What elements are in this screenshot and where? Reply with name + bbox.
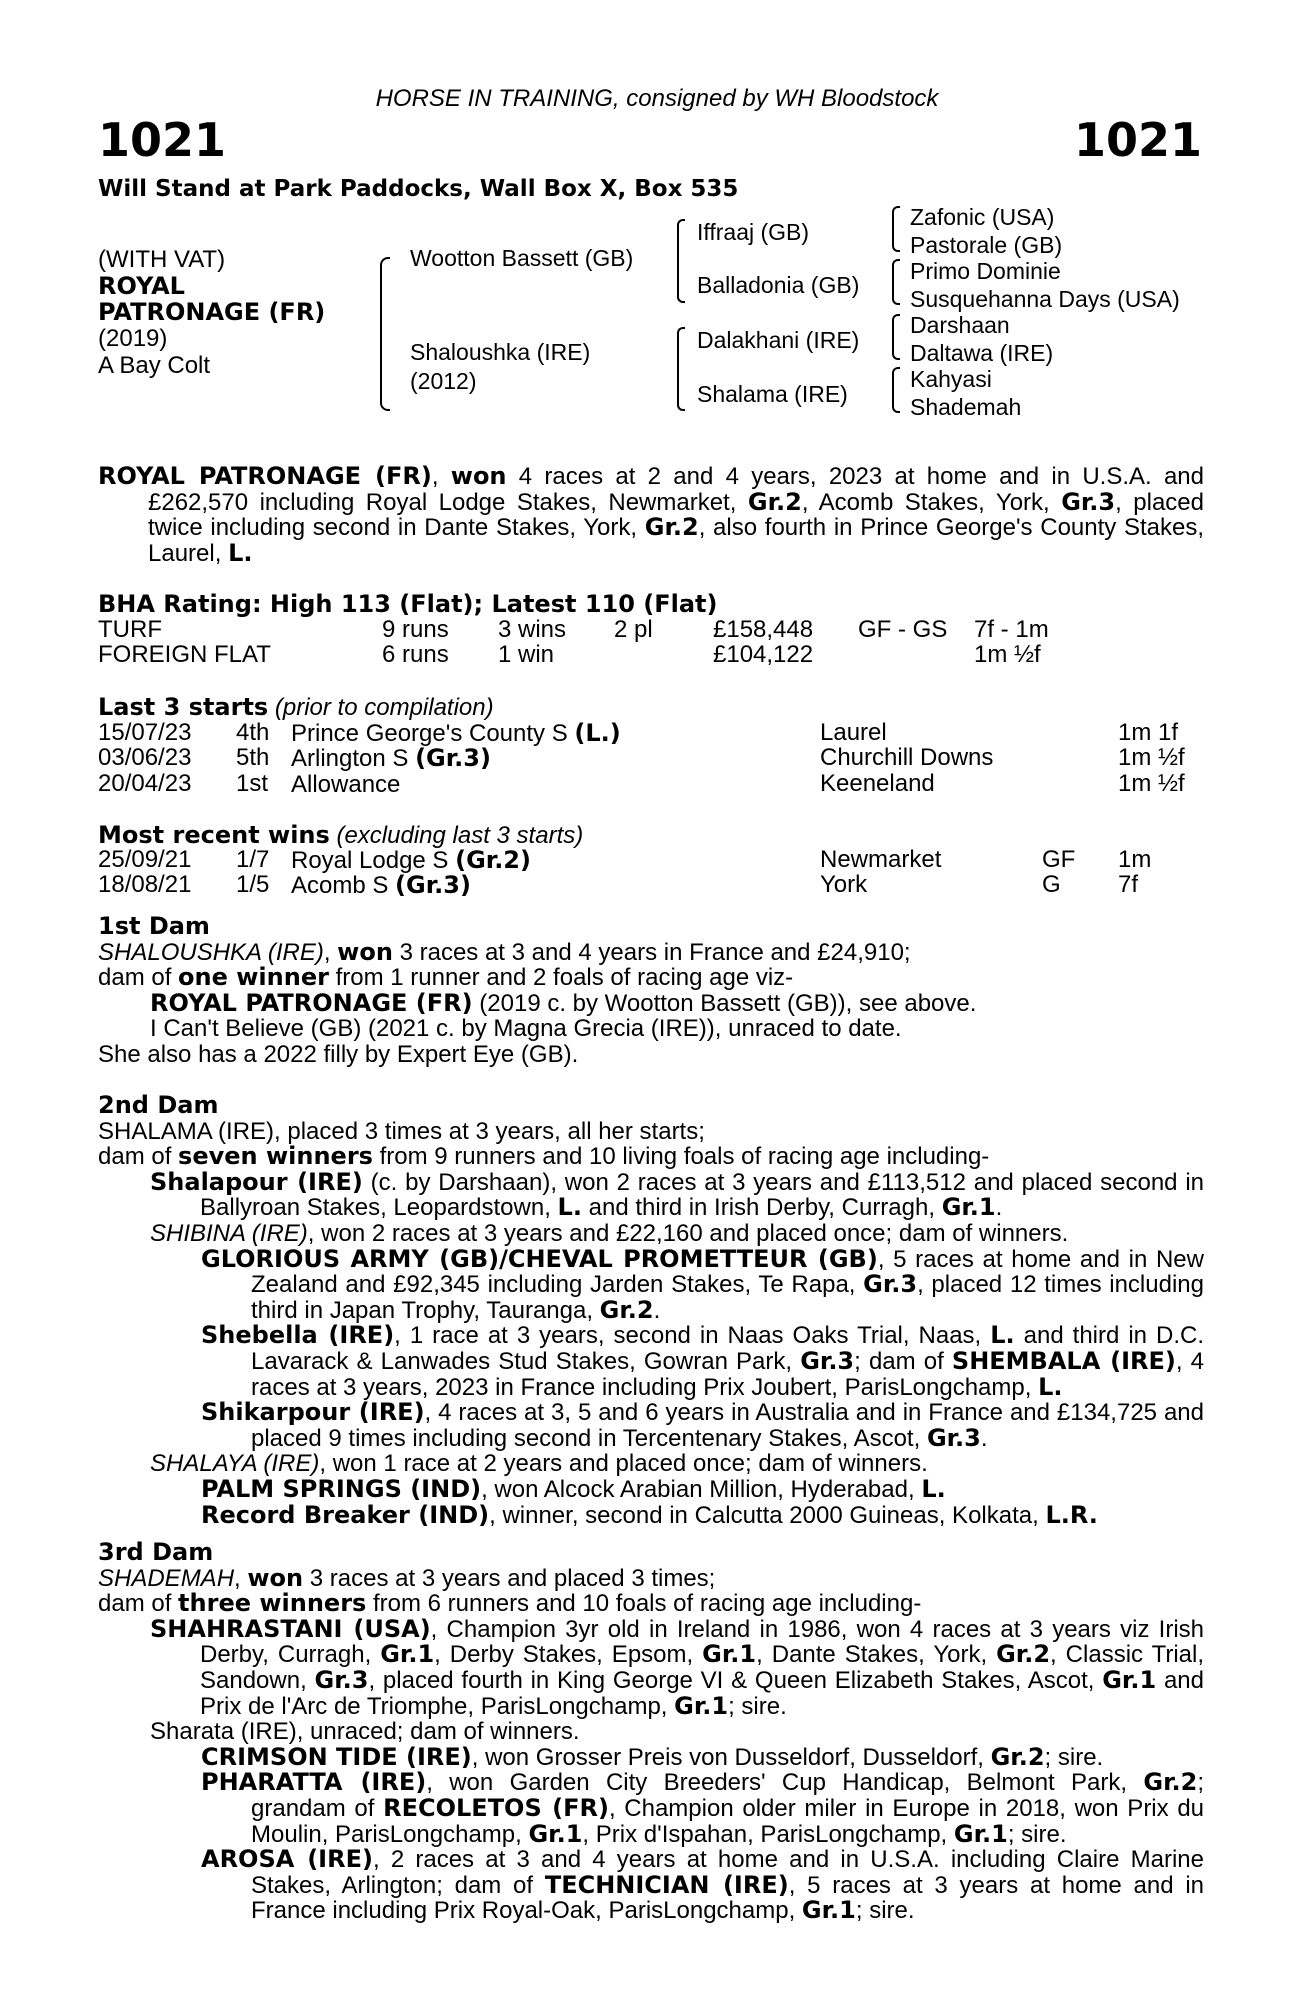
grandproduce-entry: PHARATTA (IRE), won Garden City Breeders' Cup Handicap, Belmont Park, Gr.2; grandam of RECOLETOS (FR), Champion older miler in Europe in 2018, won Prix du Moulin, ParisLongchamp, Gr.1, Prix d'Ispahan, ParisLongchamp, Gr.1; sire.: [201, 1768, 1205, 1848]
horse-sex: A Bay Colt: [98, 352, 211, 379]
vat-note: (WITH VAT): [98, 246, 226, 273]
recent-wins-heading: Most recent wins (excluding last 3 starts): [98, 821, 584, 849]
grade-tag: Gr.2: [747, 487, 802, 516]
start-date: 03/06/23: [98, 744, 192, 771]
pedigree-g8: Shademah: [910, 394, 1022, 420]
win-race: Royal Lodge S (Gr.2): [291, 846, 531, 874]
win-date: 25/09/21: [98, 846, 192, 873]
dam-line: SHALAMA (IRE), placed 3 times at 3 years, all her starts;: [98, 1117, 705, 1145]
lot-number-left: 1021: [98, 113, 227, 167]
pedigree-brace-g56: [892, 314, 900, 360]
pedigree-dam-year: (2012): [410, 368, 477, 394]
dam-line: SHADEMAH, won 3 races at 3 years and placed 3 times;: [98, 1563, 716, 1592]
produce-entry: SHIBINA (IRE), won 2 races at 3 years and £22,160 and placed once; dam of winners.: [150, 1219, 1069, 1247]
win-distance: 1m: [1118, 846, 1152, 873]
pedigree-brace-g12: [892, 206, 900, 252]
pedigree-g6: Daltawa (IRE): [910, 340, 1054, 366]
pedigree-brace-sire: [677, 219, 685, 303]
produce-entry: SHALAYA (IRE), won 1 race at 2 years and placed once; dam of winners.: [150, 1450, 928, 1478]
rating-prize: £104,122: [713, 641, 814, 668]
section-heading: 1st Dam: [98, 912, 210, 940]
grade-tag: Gr.2: [644, 513, 699, 542]
rating-distance: 7f - 1m: [974, 616, 1049, 643]
start-distance: 1m ½f: [1118, 770, 1185, 797]
rating-prize: £158,448: [713, 616, 814, 643]
rating-wins: 3 wins: [498, 616, 567, 643]
win-position: 1/7: [236, 846, 270, 873]
pedigree-g2: Pastorale (GB): [910, 232, 1063, 258]
rating-going: GF - GS: [858, 616, 948, 643]
start-race: Arlington S (Gr.3): [291, 744, 491, 772]
race-summary: ROYAL PATRONAGE (FR), won 4 races at 2 and 4 years, 2023 at home and in U.S.A. and £262,570 including Royal Lodge Stakes, Newmarket, Gr.2, Acomb Stakes, York, Gr.3, placed twice including second in Dante Stakes, York, Gr.2, also fourth in Prince George's County Stakes, Laurel, L.: [98, 462, 1205, 567]
pedigree-g1: Zafonic (USA): [910, 204, 1055, 230]
win-going: GF: [1042, 846, 1076, 873]
win-course: Newmarket: [820, 846, 942, 873]
win-position: 1/5: [236, 871, 270, 898]
summary-text: , placed twice including second in Dante Stakes, York,: [148, 488, 1204, 542]
pedigree-g4: Susquehanna Days (USA): [910, 286, 1180, 312]
pedigree-brace-main: [380, 257, 390, 411]
pedigree-brace-dam: [677, 327, 685, 411]
start-race: Allowance: [291, 771, 401, 798]
start-course: Keeneland: [820, 770, 935, 797]
grade-tag: Gr.3: [1061, 487, 1116, 516]
start-position: 5th: [236, 744, 270, 771]
rating-runs: 6 runs: [382, 641, 449, 668]
first-dam-section: [98, 914, 1204, 1068]
stand-location: Will Stand at Park Paddocks, Wall Box X, Box 535: [98, 176, 739, 202]
rating-type: TURF: [98, 616, 162, 643]
pedigree-g7: Kahyasi: [910, 366, 992, 392]
dam-produce-line: dam of three winners from 6 runners and 10 foals of racing age including-: [98, 1589, 922, 1618]
section-heading: 3rd Dam: [98, 1538, 214, 1566]
summary-text: 4 races at 2 and 4 years, 2023 at home and in U.S.A. and £262,570 including Royal Lodge Stakes, Newmarket,: [148, 463, 1204, 516]
section-heading: 2nd Dam: [98, 1091, 219, 1119]
summary-horse-name: ROYAL PATRONAGE (FR): [98, 462, 432, 490]
produce-entry: I Can't Believe (GB) (2021 c. by Magna Grecia (IRE)), unraced to date.: [150, 1015, 902, 1043]
pedigree-dam-dam: Shalama (IRE): [697, 381, 848, 407]
summary-text: , also fourth in Prince George's County Stakes, Laurel,: [148, 514, 1205, 567]
dam-line: SHALOUSHKA (IRE), won 3 races at 3 and 4 years in France and £24,910;: [98, 937, 911, 966]
win-race: Acomb S (Gr.3): [291, 871, 471, 899]
grandproduce-entry: CRIMSON TIDE (IRE), won Grosser Preis von Dusseldorf, Dusseldorf, Gr.2; sire.: [201, 1742, 1104, 1771]
pedigree-sire-sire: Iffraaj (GB): [697, 219, 810, 245]
rating-places: 2 pl: [614, 616, 653, 643]
summary-won: won: [450, 462, 507, 490]
grandproduce-entry: Shikarpour (IRE), 4 races at 3, 5 and 6 years in Australia and in France and £134,725 and placed 9 times including second in Tercentenary Stakes, Ascot, Gr.3.: [201, 1398, 1204, 1452]
pedigree-g5: Darshaan: [910, 312, 1010, 338]
grandproduce-entry: PALM SPRINGS (IND), won Alcock Arabian Million, Hyderabad, L.: [201, 1474, 946, 1503]
summary-text: , Acomb Stakes, York,: [801, 488, 1062, 516]
pedigree-g3: Primo Dominie: [910, 258, 1061, 284]
start-distance: 1m 1f: [1118, 719, 1179, 746]
last-starts-heading: Last 3 starts (prior to compilation): [98, 693, 494, 721]
horse-name-line2: PATRONAGE (FR): [98, 298, 326, 326]
pedigree-brace-g34: [892, 259, 900, 305]
pedigree-sire-dam: Balladonia (GB): [697, 272, 860, 298]
third-dam-section: [98, 1540, 1204, 1924]
win-date: 18/08/21: [98, 871, 192, 898]
pedigree-brace-g78: [892, 367, 900, 413]
grandproduce-entry: Shebella (IRE), 1 race at 3 years, second in Naas Oaks Trial, Naas, L. and third in D.C. Lavarack & Lanwades Stud Stakes, Gowran Park, Gr.3; dam of SHEMBALA (IRE), 4 races at 3 years, 2023 in France including Prix Joubert, ParisLongchamp, L.: [201, 1321, 1205, 1401]
lot-number-right: 1021: [1073, 113, 1202, 167]
start-distance: 1m ½f: [1118, 744, 1185, 771]
grandproduce-entry: AROSA (IRE), 2 races at 3 and 4 years at home and in U.S.A. including Claire Marine Stakes, Arlington; dam of TECHNICIAN (IRE), 5 races at 3 years at home and in France including Prix Royal-Oak, ParisLongchamp, Gr.1; sire.: [201, 1845, 1205, 1925]
horse-year: (2019): [98, 325, 168, 352]
second-dam-section: [98, 1093, 1204, 1528]
produce-entry: Shalapour (IRE) (c. by Darshaan), won 2 races at 3 years and £113,512 and placed second in Ballyroan Stakes, Leopardstown, L. and third in Irish Derby, Curragh, Gr.1.: [150, 1167, 1204, 1222]
produce-entry: SHAHRASTANI (USA), Champion 3yr old in Ireland in 1986, won 4 races at 3 years viz Irish Derby, Curragh, Gr.1, Derby Stakes, Epsom, Gr.1, Dante Stakes, York, Gr.2, Classic Trial, Sandown, Gr.3, placed fourth in King George VI & Queen Elizabeth Stakes, Ascot, Gr.1 and Prix de l'Arc de Triomphe, ParisLongchamp, Gr.1; sire.: [150, 1614, 1205, 1720]
start-position: 1st: [236, 770, 269, 797]
dam-produce-line: dam of seven winners from 9 runners and 10 living foals of racing age including-: [98, 1142, 990, 1171]
start-course: Churchill Downs: [820, 744, 994, 771]
start-course: Laurel: [820, 719, 887, 746]
grade-tag: L.: [228, 538, 253, 567]
win-going: G: [1042, 871, 1061, 898]
grandproduce-entry: GLORIOUS ARMY (GB)/CHEVAL PROMETTEUR (GB), 5 races at home and in New Zealand and £92,345 including Jarden Stakes, Te Rapa, Gr.3, placed 12 times including third in Japan Trophy, Tauranga, Gr.2.: [201, 1244, 1204, 1324]
pedigree-sire: Wootton Bassett (GB): [410, 245, 634, 271]
dam-produce-line: dam of one winner from 1 runner and 2 foals of racing age viz-: [98, 963, 794, 992]
pedigree-dam: Shaloushka (IRE): [410, 339, 591, 365]
win-course: York: [820, 871, 868, 898]
win-distance: 7f: [1118, 871, 1139, 898]
produce-entry: ROYAL PATRONAGE (FR) (2019 c. by Wootton Bassett (GB)), see above.: [150, 988, 977, 1017]
page-title: HORSE IN TRAINING, consigned by WH Bloodstock: [375, 85, 939, 112]
produce-note: She also has a 2022 filly by Expert Eye (GB).: [98, 1040, 579, 1068]
produce-entry: Sharata (IRE), unraced; dam of winners.: [150, 1718, 580, 1746]
grandproduce-entry: Record Breaker (IND), winner, second in Calcutta 2000 Guineas, Kolkata, L.R.: [201, 1500, 1098, 1529]
rating-distance: 1m ½f: [974, 641, 1041, 668]
start-date: 15/07/23: [98, 719, 192, 746]
start-race: Prince George's County S (L.): [291, 719, 621, 747]
rating-heading: BHA Rating: High 113 (Flat); Latest 110 (Flat): [98, 590, 718, 618]
start-position: 4th: [236, 719, 270, 746]
pedigree-dam-sire: Dalakhani (IRE): [697, 327, 860, 353]
rating-type: FOREIGN FLAT: [98, 641, 271, 668]
rating-runs: 9 runs: [382, 616, 449, 643]
start-date: 20/04/23: [98, 770, 192, 797]
rating-wins: 1 win: [498, 641, 555, 668]
horse-name-line1: ROYAL: [98, 272, 185, 300]
